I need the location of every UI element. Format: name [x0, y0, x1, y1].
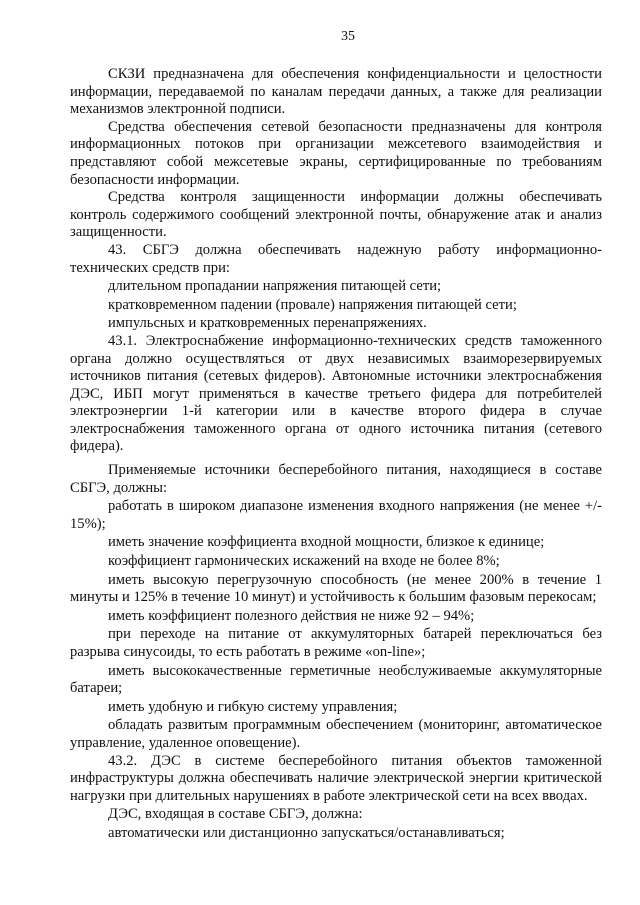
list-item: кратковременном падении (провале) напряжения питающей сети;: [108, 296, 517, 313]
list-item: автоматически или дистанционно запускаться/останавливаться;: [108, 824, 505, 841]
list-item: работать в широком диапазоне изменения входного напряжения (не менее +/- 15%);: [70, 498, 602, 532]
paragraph-des-requirements: ДЭС, входящая в составе СБГЭ, должна:: [108, 806, 363, 823]
list-item: иметь удобную и гибкую систему управления;: [108, 698, 398, 715]
paragraph-clause-43-1: 43.1. Электроснабжение информационно-технических средств таможенного органа должно осуществляться от двух независимых взаиморезервируемых источников питания (сетевых фидеров). Автономные источники электроснабжения ДЭС, ИБП могут применяться в качестве третьего фидера для потребителей электроэнергии 1-й категории или в качестве второго фидера в случае электроснабжения таможенного органа от одного источника питания (сетевого фидера).: [70, 332, 602, 455]
paragraph-security-control: Средства контроля защищенности информации должны обеспечивать контроль содержимого сообщений электронной почты, обнаружение атак и анализ защищенности.: [70, 189, 602, 241]
list-item: длительном пропадании напряжения питающей сети;: [108, 278, 442, 295]
list-item: иметь значение коэффициента входной мощности, близкое к единице;: [108, 534, 545, 551]
paragraph-network-security: Средства обеспечения сетевой безопасности предназначены для контроля информационных потоков при организации межсетевого взаимодействия и представляют собой межсетевые экраны, сертифицированные по требованиям безопасности информации.: [70, 118, 602, 188]
list-item: импульсных и кратковременных перенапряжениях.: [108, 315, 427, 332]
document-body: [70, 66, 602, 843]
paragraph-skzi: СКЗИ предназначена для обеспечения конфиденциальности и целостности информации, передаваемой по каналам передачи данных, а также для реализации механизмов электронной подписи.: [70, 66, 602, 118]
list-item: коэффициент гармонических искажений на входе не более 8%;: [108, 553, 500, 570]
list-item: иметь коэффициент полезного действия не ниже 92 – 94%;: [108, 607, 475, 624]
paragraph-ups-requirements: Применяемые источники бесперебойного питания, находящиеся в составе СБГЭ, должны:: [70, 462, 602, 496]
list-item: обладать развитым программным обеспечением (мониторинг, автоматическое управление, удаленное оповещение).: [70, 717, 602, 751]
paragraph-clause-43-2: 43.2. ДЭС в системе бесперебойного питания объектов таможенной инфраструктуры должна обеспечивать наличие электрической энергии критической нагрузки при длительных нарушениях в работе электрической сети на всех вводах.: [70, 752, 602, 804]
paragraph-clause-43: 43. СБГЭ должна обеспечивать надежную работу информационно-технических средств при:: [70, 241, 602, 276]
list-item: иметь высококачественные герметичные необслуживаемые аккумуляторные батареи;: [70, 662, 602, 697]
list-item: при переходе на питание от аккумуляторных батарей переключаться без разрыва синусоиды, то есть работать в режиме «on-line»;: [70, 626, 602, 660]
list-item: иметь высокую перегрузочную способность (не менее 200% в течение 1 минуты и 125% в течение 10 минут) и устойчивость к большим фазовым перекосам;: [70, 571, 602, 606]
page-number: 35: [341, 29, 355, 44]
